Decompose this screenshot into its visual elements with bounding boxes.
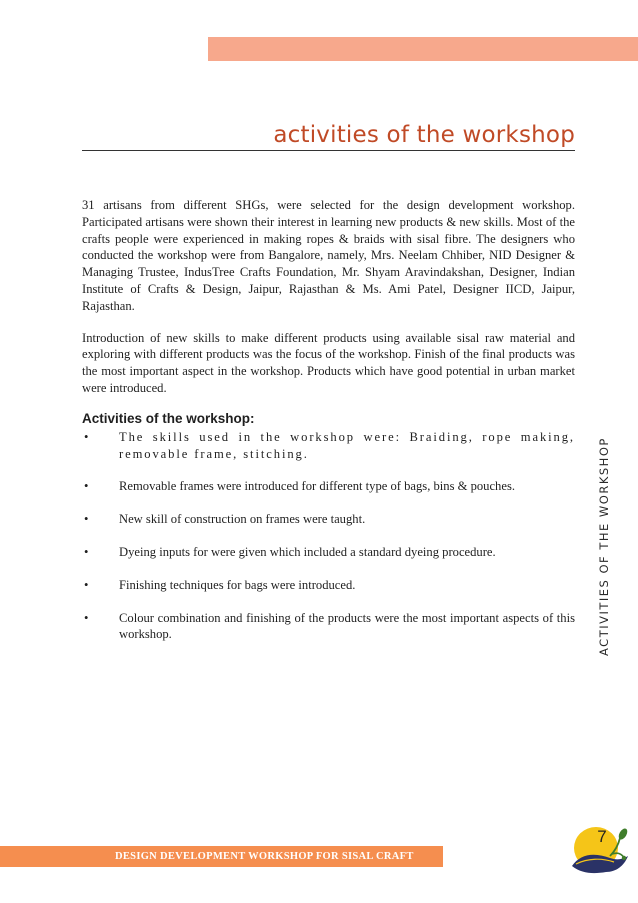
list-item-text: The skills used in the workshop were: Braiding, rope making, removable frame, stitching. [119,429,575,461]
list-item-text: Colour combination and finishing of the products were the most important aspects of this workshop. [119,610,575,642]
page-title: activities of the workshop [273,122,575,148]
intro-paragraph: 31 artisans from different SHGs, were selected for the design development workshop. Participated artisans were shown their interest in learning new products & new skills. Most of the crafts people were experienced in making ropes & braids with sisal fibre. The designers who conducted the workshop were from Bangalore, namely, Mrs. Neelam Chhiber, NID Designer & Managing Trustee, IndusTree Crafts Foundation, Mr. Shyam Aravindakshan, Designer, Indian Institute of Crafts & Design, Jaipur, Rajasthan & Ms. Ami Patel, Designer IICD, Jaipur, Rajasthan. [82,198,575,313]
list-item [82,429,575,463]
list-item [82,544,575,561]
bullet-icon: • [84,544,89,559]
bullet-icon: • [84,610,89,625]
top-accent-bar [208,37,638,61]
list-item-text: Removable frames were introduced for different type of bags, bins & pouches. [119,479,515,494]
page-number: 7 [597,827,607,846]
footer-title: DESIGN DEVELOPMENT WORKSHOP FOR SISAL CRAFT [115,851,414,862]
side-section-label: ACTIVITIES OF THE WORKSHOP [597,437,611,656]
list-item-text: Finishing techniques for bags were introduced. [119,577,356,592]
list-item [82,577,575,594]
activities-list [82,429,575,643]
main-content [82,197,575,659]
list-item [82,511,575,528]
list-item [82,610,575,644]
bullet-icon: • [84,577,89,592]
title-underline [82,150,575,151]
bullet-icon: • [84,429,91,444]
list-item [82,478,575,495]
section-heading: Activities of the workshop: [82,410,255,426]
list-item-text: Dyeing inputs for were given which included a standard dyeing procedure. [119,544,496,559]
bullet-icon: • [84,512,89,527]
focus-paragraph: Introduction of new skills to make different products using available sisal raw material and exploring with different products was the focus of the workshop. Finish of the final products was the most important aspect in the workshop. Products which have good potential in urban market were introduced. [82,330,575,395]
bullet-icon: • [84,479,89,494]
list-item-text: New skill of construction on frames were taught. [119,512,366,527]
